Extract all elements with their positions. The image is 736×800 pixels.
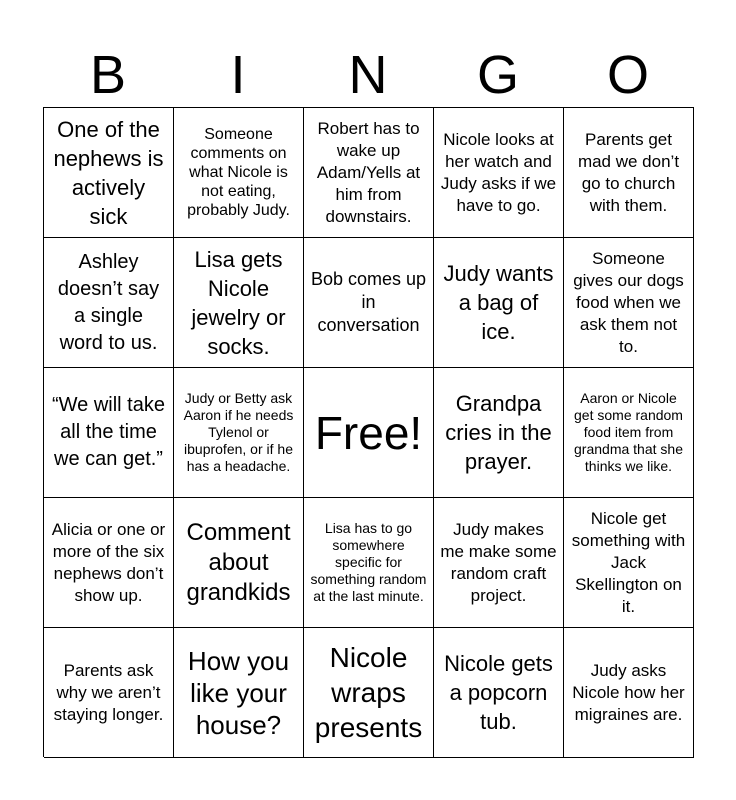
cell-text: Nicole looks at her watch and Judy asks if we have to go. — [440, 129, 557, 215]
bingo-cell[interactable] — [434, 238, 564, 368]
header-letter-n: N — [348, 45, 388, 105]
header-letter-g: G — [476, 45, 519, 105]
cell-text: Comment about grandkids — [186, 518, 291, 606]
cell-text: How you like your house? — [187, 645, 290, 740]
bingo-cell[interactable] — [174, 238, 304, 368]
free-space-label: Free! — [314, 406, 423, 459]
bingo-cell[interactable] — [304, 238, 434, 368]
cell-text: Nicole gets a popcorn tub. — [444, 651, 553, 734]
cell-text: Parents get mad we don’t go to church with them. — [577, 129, 680, 215]
header-letter-o: O — [606, 45, 649, 105]
cell-text: Lisa has to go somewhere specific for something random at the last minute. — [310, 520, 427, 604]
bingo-cell[interactable] — [434, 628, 564, 758]
cell-text: Bob comes up in conversation — [310, 269, 427, 335]
bingo-board — [43, 107, 694, 757]
bingo-cell[interactable] — [434, 368, 564, 498]
bingo-cell[interactable] — [44, 108, 174, 238]
bingo-cell[interactable] — [564, 498, 694, 628]
bingo-cell[interactable] — [44, 368, 174, 498]
bingo-cell[interactable] — [564, 238, 694, 368]
cell-text: “We will take all the time we can get.” — [52, 394, 165, 470]
cell-text: Grandpa cries in the prayer. — [445, 391, 552, 474]
cell-text: Aaron or Nicole get some random food item from grandma that she thinks we like. — [574, 390, 683, 474]
bingo-cell[interactable] — [44, 498, 174, 628]
bingo-cell[interactable] — [564, 628, 694, 758]
cell-text: Judy wants a bag of ice. — [443, 261, 554, 344]
header-letter-b: B — [89, 45, 127, 105]
bingo-cell[interactable] — [304, 628, 434, 758]
bingo-cell[interactable] — [174, 368, 304, 498]
cell-text: Judy or Betty ask Aaron if he needs Tylenol or ibuprofen, or if he has a headache. — [183, 390, 294, 474]
bingo-cell[interactable] — [434, 498, 564, 628]
bingo-cell[interactable] — [174, 628, 304, 758]
bingo-cell[interactable] — [564, 368, 694, 498]
free-space[interactable] — [304, 368, 434, 498]
cell-text: Ashley doesn’t say a single word to us. — [57, 250, 160, 354]
bingo-cell[interactable] — [304, 498, 434, 628]
cell-text: Lisa gets Nicole jewelry or socks. — [191, 246, 286, 359]
bingo-cell[interactable] — [44, 628, 174, 758]
cell-text: Parents ask why we aren’t staying longer. — [53, 660, 164, 724]
cell-text: Robert has to wake up Adam/Yells at him from downstairs. — [316, 118, 421, 226]
bingo-cell[interactable] — [304, 108, 434, 238]
bingo-cell[interactable] — [564, 108, 694, 238]
bingo-cell[interactable] — [174, 108, 304, 238]
cell-text: Judy makes me make some random craft project. — [440, 519, 557, 605]
cell-text: One of the nephews is actively sick — [53, 116, 164, 229]
cell-text: Someone comments on what Nicole is not eating, probably Judy. — [187, 126, 290, 219]
cell-text: Nicole get something with Jack Skellington on it. — [571, 508, 686, 616]
header-letter-i: I — [230, 45, 246, 105]
cell-text: Alicia or one or more of the six nephews don’t show up. — [51, 519, 166, 605]
bingo-cell[interactable] — [174, 498, 304, 628]
bingo-header — [43, 44, 693, 106]
cell-text: Judy asks Nicole how her migraines are. — [572, 660, 685, 724]
bingo-cell[interactable] — [434, 108, 564, 238]
bingo-cell[interactable] — [44, 238, 174, 368]
cell-text: Someone gives our dogs food when we ask them not to. — [573, 248, 684, 356]
cell-text: Nicole wraps presents — [314, 642, 423, 743]
